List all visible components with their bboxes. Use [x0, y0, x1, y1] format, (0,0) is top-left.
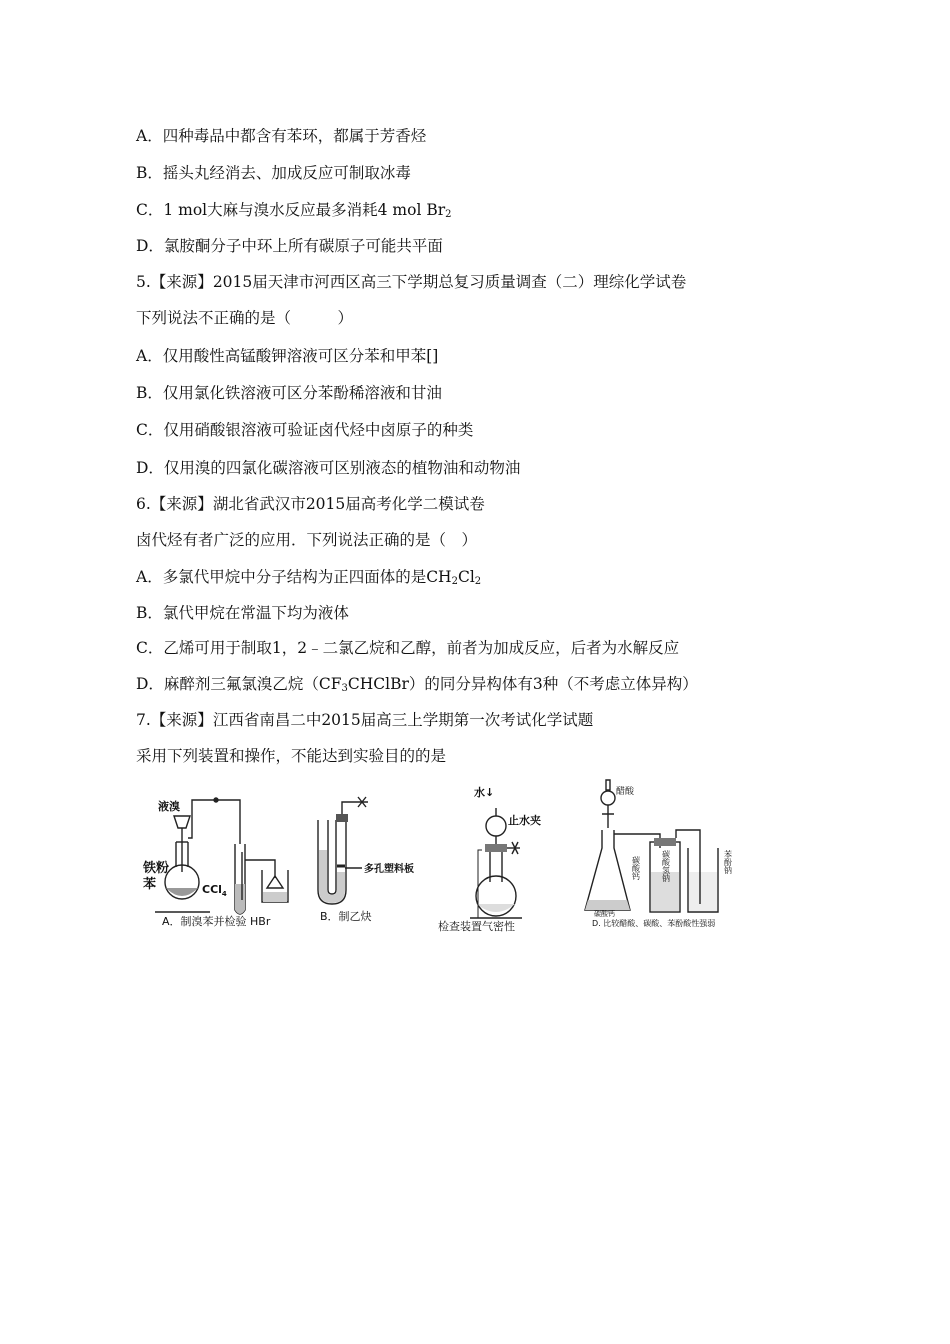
q5-option-c: C．仅用硝酸银溶液可验证卤代烃中卤原子的种类 — [136, 421, 474, 439]
q5-option-b: B．仅用氯化铁溶液可区分苯酚稀溶液和甘油 — [136, 384, 442, 402]
q4-option-c: C．1 mol大麻与溴水反应最多消耗4 mol $Br_2$ — [136, 201, 452, 220]
q6-option-d: D．麻醉剂三氟氯溴乙烷$(CF_3CHClBr)$的同分异构体有3种（不考虑立体异构） — [136, 675, 698, 694]
q5-number: 5. — [136, 273, 151, 291]
d-label-nahco3: 碳酸氢钠 — [661, 850, 671, 882]
c-label-water: 水↓ — [474, 786, 495, 799]
q7-source: 江西省南昌二中2015届高三上学期第一次考试化学试题 — [212, 711, 594, 729]
q4-option-b: B．摇头丸经消去、加成反应可制取冰毒 — [136, 164, 411, 182]
c-caption: 检查装置气密性 — [438, 920, 515, 933]
q7-source-line — [136, 710, 593, 730]
d-label-bottom: 碳酸钙 — [594, 910, 615, 918]
apparatus-a — [142, 798, 288, 928]
q6-option-b: B．氯代甲烷在常温下均为液体 — [136, 604, 349, 622]
a-label-benzene: 苯 — [143, 877, 157, 892]
q6-number: 6. — [136, 495, 151, 513]
q7-number: 7. — [136, 711, 151, 729]
q4-option-d: D．氯胺酮分子中环上所有碳原子可能共平面 — [136, 237, 443, 255]
b-caption: B．制乙炔 — [320, 910, 372, 923]
a-label-bromine: 液溴 — [158, 800, 180, 813]
q6-option-a: A．多氯代甲烷中分子结构为正四面体的是$CH_2Cl_2$ — [136, 568, 482, 587]
c-label-clamp: 止水夹 — [508, 814, 541, 827]
q5-source-tag: 【来源】 — [150, 273, 213, 291]
q5-option-d: D．仅用溴的四氯化碳溶液可区别液态的植物油和动物油 — [136, 459, 521, 477]
apparatus-b — [318, 797, 414, 923]
q6-source: 湖北省武汉市2015届高考化学二模试卷 — [212, 495, 485, 513]
q5-source-line — [136, 272, 686, 292]
d-caption: D. 比较醋酸、碳酸、苯酚酸性强弱 — [592, 919, 716, 928]
a-caption: A．制溴苯并检验 HBr — [162, 915, 271, 928]
q7-source-tag: 【来源】 — [150, 711, 213, 729]
q6-stem: 卤代烃有者广泛的应用．下列说法正确的是（ ） — [136, 531, 478, 549]
q7-stem: 采用下列装置和操作，不能达到实验目的的是 — [136, 747, 447, 765]
q5-source: 2015届天津市河西区高三下学期总复习质量调查（二）理综化学试卷 — [212, 273, 687, 291]
d-label-phenolate: 苯酚钠 — [723, 850, 733, 874]
q4-option-a: A．四种毒品中都含有苯环，都属于芳香烃 — [136, 127, 427, 145]
q6-source-tag: 【来源】 — [150, 495, 213, 513]
q6-source-line — [136, 494, 485, 514]
a-label-ccl4: CCl$_4$ — [202, 883, 227, 898]
d-label-acid: 醋酸 — [616, 787, 635, 797]
apparatus-c — [438, 785, 541, 933]
a-label-iron: 铁粉 — [143, 861, 170, 876]
q5-stem: 下列说法不正确的是（ ） — [136, 309, 354, 327]
apparatus-figure — [140, 772, 740, 937]
b-label-plate: 多孔塑料板 — [364, 864, 414, 875]
apparatus-d — [585, 780, 733, 928]
q5-option-a: A．仅用酸性高锰酸钾溶液可区分苯和甲苯[] — [136, 347, 439, 365]
q6-option-c: C．乙烯可用于制取1，2﹣二氯乙烷和乙醇，前者为加成反应，后者为水解反应 — [136, 639, 680, 657]
d-label-caco3: 碳酸钙 — [631, 856, 641, 880]
